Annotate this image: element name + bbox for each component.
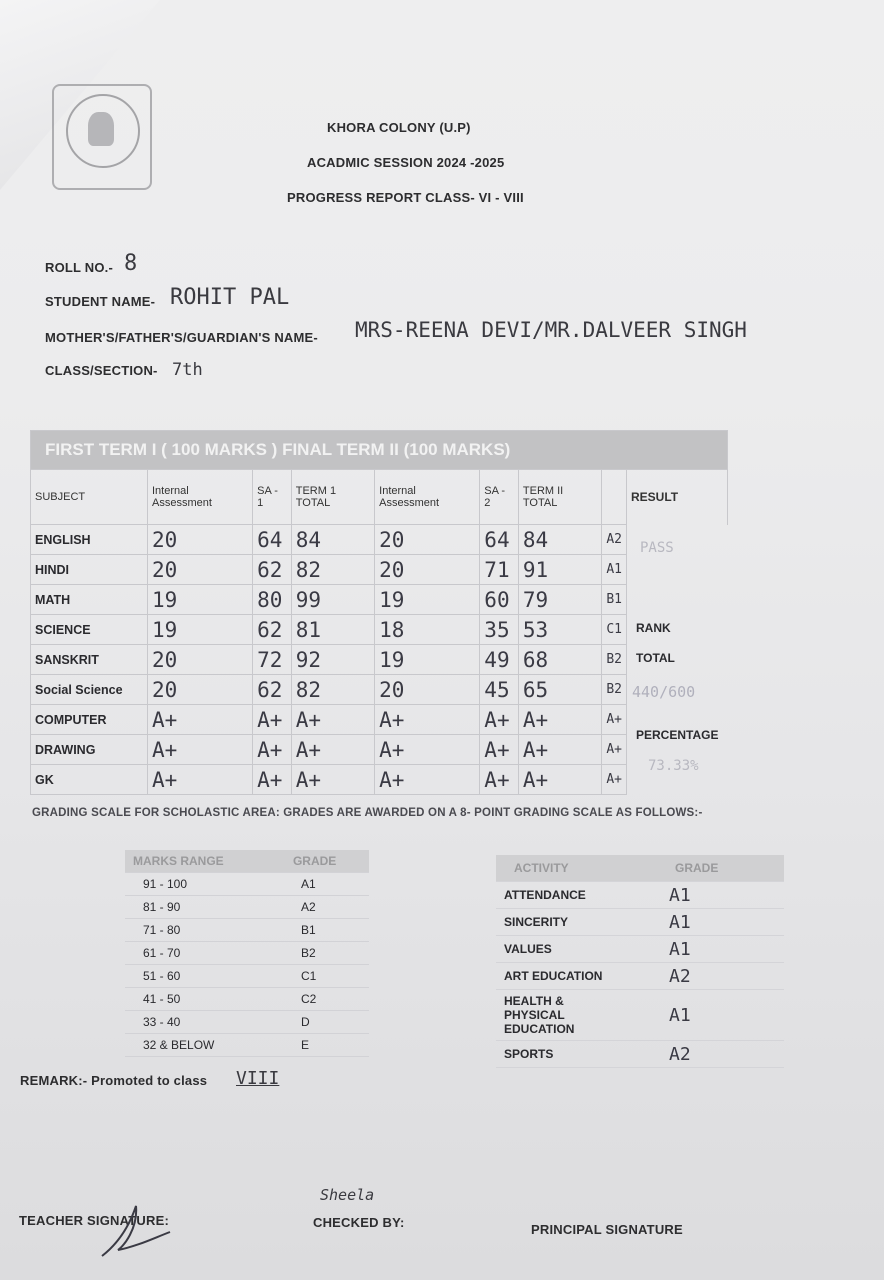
- grade-scale-row: [125, 873, 369, 896]
- marks-cell-grade: A2: [602, 525, 627, 555]
- marks-cell-subject: GK: [31, 765, 148, 795]
- marks-cell-ia1: 20: [148, 525, 253, 555]
- marks-cell-t1: 84: [291, 525, 374, 555]
- marks-cell-grade: A+: [602, 735, 627, 765]
- remark-label: REMARK:- Promoted to class: [20, 1073, 208, 1088]
- class-label: CLASS/SECTION-: [45, 363, 158, 378]
- marks-cell-sa1: 62: [253, 675, 292, 705]
- activity-name: ATTENDANCE: [496, 882, 635, 909]
- marks-cell-t1: 81: [291, 615, 374, 645]
- grade-letter: C1: [285, 965, 369, 988]
- marks-row: [31, 615, 728, 645]
- grading-note: GRADING SCALE FOR SCHOLASTIC AREA: GRADES ARE AWARDED ON A 8- POINT GRADING SCALE AS FOLLOWS:-: [32, 807, 703, 819]
- marks-cell-grade: B2: [602, 675, 627, 705]
- marks-table: [30, 430, 728, 795]
- grade-range: 81 - 90: [125, 896, 285, 919]
- activity-grade: A2: [635, 963, 784, 990]
- grade-scale-row: [125, 942, 369, 965]
- marks-cell-ia2: 20: [375, 675, 480, 705]
- marks-cell-t1: 82: [291, 675, 374, 705]
- roll-label: ROLL NO.-: [45, 260, 113, 275]
- marks-row: [31, 765, 728, 795]
- result-column-cell: [627, 585, 728, 615]
- header-sa2: SA - 2: [480, 470, 519, 525]
- grade-scale-row: [125, 988, 369, 1011]
- grade-letter: B1: [285, 919, 369, 942]
- marks-cell-sa2: 45: [480, 675, 519, 705]
- marks-cell-t2: A+: [518, 705, 601, 735]
- marks-cell-t1: 82: [291, 555, 374, 585]
- marks-cell-t2: 65: [518, 675, 601, 705]
- school-location: KHORA COLONY (U.P): [327, 120, 471, 135]
- checked-signature: Sheela: [320, 1186, 375, 1204]
- marks-cell-sa1: A+: [253, 705, 292, 735]
- activity-name: SINCERITY: [496, 909, 635, 936]
- marks-cell-t1: A+: [291, 735, 374, 765]
- marks-cell-ia1: A+: [148, 765, 253, 795]
- activity-grade: A2: [635, 1041, 784, 1068]
- marks-cell-ia1: A+: [148, 705, 253, 735]
- marks-cell-ia2: A+: [375, 735, 480, 765]
- marks-cell-sa2: 35: [480, 615, 519, 645]
- remark-value: VIII: [236, 1068, 280, 1089]
- marks-cell-subject: ENGLISH: [31, 525, 148, 555]
- grade-scale-row: [125, 896, 369, 919]
- marks-cell-ia1: 20: [148, 645, 253, 675]
- marks-cell-ia1: 19: [148, 585, 253, 615]
- principal-signature-label: PRINCIPAL SIGNATURE: [531, 1222, 683, 1237]
- activity-row: [496, 882, 784, 909]
- roll-value: 8: [124, 251, 138, 276]
- marks-cell-sa1: 62: [253, 555, 292, 585]
- activity-name: VALUES: [496, 936, 635, 963]
- grade-scale-header-grade: GRADE: [285, 850, 369, 873]
- name-label: STUDENT NAME-: [45, 294, 156, 309]
- activity-grade: A1: [635, 909, 784, 936]
- grade-letter: A1: [285, 873, 369, 896]
- grade-letter: E: [285, 1034, 369, 1057]
- marks-cell-t2: 79: [518, 585, 601, 615]
- marks-cell-t2: 91: [518, 555, 601, 585]
- logo-figure-icon: [88, 112, 114, 146]
- marks-cell-grade: C1: [602, 615, 627, 645]
- activity-header: ACTIVITY: [496, 855, 635, 882]
- marks-cell-sa2: A+: [480, 705, 519, 735]
- marks-cell-t1: A+: [291, 705, 374, 735]
- marks-cell-ia2: 20: [375, 555, 480, 585]
- marks-cell-grade: A+: [602, 765, 627, 795]
- grade-scale-row: [125, 919, 369, 942]
- grade-scale-row: [125, 1011, 369, 1034]
- marks-row: [31, 705, 728, 735]
- marks-cell-sa2: 64: [480, 525, 519, 555]
- school-logo: [52, 84, 152, 190]
- rank-label: RANK: [636, 621, 671, 635]
- grade-letter: A2: [285, 896, 369, 919]
- header-subject: SUBJECT: [31, 470, 148, 525]
- marks-header-row: [31, 470, 728, 525]
- marks-cell-subject: SANSKRIT: [31, 645, 148, 675]
- percentage-label: PERCENTAGE: [636, 728, 719, 742]
- marks-cell-subject: Social Science: [31, 675, 148, 705]
- activity-name: ART EDUCATION: [496, 963, 635, 990]
- marks-cell-ia2: A+: [375, 705, 480, 735]
- marks-cell-ia1: 20: [148, 675, 253, 705]
- marks-cell-grade: B1: [602, 585, 627, 615]
- marks-cell-sa1: 72: [253, 645, 292, 675]
- guardian-label: MOTHER'S/FATHER'S/GUARDIAN'S NAME-: [45, 330, 318, 345]
- marks-cell-subject: COMPUTER: [31, 705, 148, 735]
- grade-range: 91 - 100: [125, 873, 285, 896]
- marks-row: [31, 585, 728, 615]
- grade-scale-row: [125, 1034, 369, 1057]
- grade-range: 33 - 40: [125, 1011, 285, 1034]
- result-value: PASS: [640, 540, 674, 556]
- marks-cell-sa1: A+: [253, 765, 292, 795]
- marks-cell-sa2: 71: [480, 555, 519, 585]
- marks-cell-grade: B2: [602, 645, 627, 675]
- grade-letter: D: [285, 1011, 369, 1034]
- grade-range: 32 & BELOW: [125, 1034, 285, 1057]
- grade-scale-header-range: MARKS RANGE: [125, 850, 285, 873]
- header-result: RESULT: [627, 470, 728, 525]
- marks-cell-t2: 53: [518, 615, 601, 645]
- marks-cell-sa2: A+: [480, 735, 519, 765]
- marks-row: [31, 645, 728, 675]
- report-title: PROGRESS REPORT CLASS- VI - VIII: [287, 190, 524, 205]
- marks-row: [31, 675, 728, 705]
- activity-name: HEALTH & PHYSICAL EDUCATION: [496, 990, 635, 1041]
- marks-cell-ia2: 19: [375, 585, 480, 615]
- marks-cell-sa1: A+: [253, 735, 292, 765]
- percentage-value: 73.33%: [648, 758, 699, 774]
- marks-cell-ia2: 20: [375, 525, 480, 555]
- teacher-signature-mark: [96, 1198, 176, 1262]
- marks-cell-t2: 84: [518, 525, 601, 555]
- marks-cell-subject: SCIENCE: [31, 615, 148, 645]
- marks-cell-subject: MATH: [31, 585, 148, 615]
- activity-grade-header: GRADE: [635, 855, 784, 882]
- grade-range: 71 - 80: [125, 919, 285, 942]
- marks-cell-sa2: A+: [480, 765, 519, 795]
- checked-by-label: CHECKED BY:: [313, 1215, 405, 1230]
- marks-cell-t1: 92: [291, 645, 374, 675]
- grade-range: 41 - 50: [125, 988, 285, 1011]
- marks-cell-subject: HINDI: [31, 555, 148, 585]
- guardian-value: MRS-REENA DEVI/MR.DALVEER SINGH: [355, 318, 747, 342]
- activity-name: SPORTS: [496, 1041, 635, 1068]
- name-value: ROHIT PAL: [170, 285, 290, 310]
- total-value: 440/600: [632, 683, 696, 701]
- marks-cell-sa1: 80: [253, 585, 292, 615]
- marks-cell-ia2: 18: [375, 615, 480, 645]
- header-sa1: SA - 1: [253, 470, 292, 525]
- grade-scale-row: [125, 965, 369, 988]
- marks-cell-ia2: 19: [375, 645, 480, 675]
- header-ia1: Internal Assessment: [148, 470, 253, 525]
- activity-row: [496, 963, 784, 990]
- marks-cell-t1: 99: [291, 585, 374, 615]
- marks-cell-ia1: A+: [148, 735, 253, 765]
- activity-table: [496, 855, 784, 1068]
- marks-cell-sa2: 49: [480, 645, 519, 675]
- marks-cell-grade: A+: [602, 705, 627, 735]
- teacher-signature-label: TEACHER SIGNATURE:: [19, 1213, 169, 1228]
- header-t2: TERM II TOTAL: [518, 470, 601, 525]
- activity-grade: A1: [635, 936, 784, 963]
- grade-letter: C2: [285, 988, 369, 1011]
- terms-band: FIRST TERM I ( 100 MARKS ) FINAL TERM II (100 MARKS): [31, 431, 728, 470]
- class-value: 7th: [172, 360, 203, 380]
- result-column-cell: [627, 555, 728, 585]
- marks-row: [31, 735, 728, 765]
- header-ia2: Internal Assessment: [375, 470, 480, 525]
- marks-cell-ia1: 19: [148, 615, 253, 645]
- marks-cell-sa1: 64: [253, 525, 292, 555]
- grade-range: 61 - 70: [125, 942, 285, 965]
- marks-cell-t2: 68: [518, 645, 601, 675]
- activity-row: [496, 909, 784, 936]
- marks-cell-grade: A1: [602, 555, 627, 585]
- marks-cell-subject: DRAWING: [31, 735, 148, 765]
- grade-scale-table: [125, 850, 369, 1057]
- activity-grade: A1: [635, 990, 784, 1041]
- activity-row: [496, 1041, 784, 1068]
- marks-cell-t2: A+: [518, 735, 601, 765]
- marks-cell-ia1: 20: [148, 555, 253, 585]
- marks-row: [31, 525, 728, 555]
- marks-row: [31, 555, 728, 585]
- header-t1: TERM 1 TOTAL: [291, 470, 374, 525]
- marks-cell-t1: A+: [291, 765, 374, 795]
- marks-cell-ia2: A+: [375, 765, 480, 795]
- grade-letter: B2: [285, 942, 369, 965]
- total-label: TOTAL: [636, 651, 675, 665]
- activity-row: [496, 990, 784, 1041]
- marks-cell-t2: A+: [518, 765, 601, 795]
- grade-range: 51 - 60: [125, 965, 285, 988]
- marks-cell-sa2: 60: [480, 585, 519, 615]
- activity-grade: A1: [635, 882, 784, 909]
- academic-session: ACADMIC SESSION 2024 -2025: [307, 155, 505, 170]
- activity-row: [496, 936, 784, 963]
- header-grade: [602, 470, 627, 525]
- marks-cell-sa1: 62: [253, 615, 292, 645]
